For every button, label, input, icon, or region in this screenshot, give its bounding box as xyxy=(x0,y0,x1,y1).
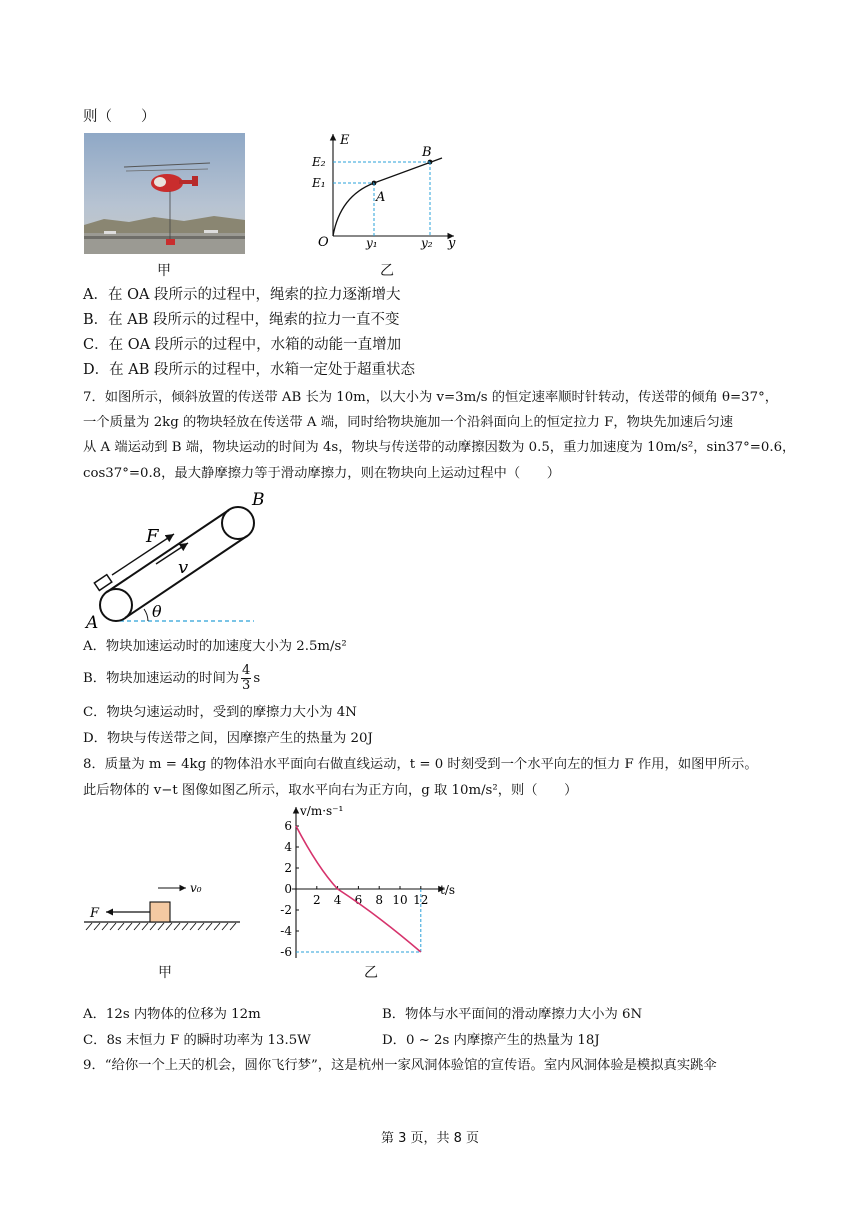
q7-stem-line-1: 7．如图所示，倾斜放置的传送带 AB 长为 10m，以大小为 v=3m/s 的恒定速率顺时针转动，传送带的倾角 θ=37°， xyxy=(83,390,779,405)
q9-stem: 9．“给你一个上天的机会，圆你飞行梦”，这是杭州一家风洞体验馆的宣传语。室内风洞体验是模拟真实跳伞 xyxy=(83,1058,717,1073)
vt-x-tick-label: 6 xyxy=(354,893,363,907)
q7-stem-line-4: cos37°=0.8，最大静摩擦力等于滑动摩擦力，则在物块向上运动过程中（ ） xyxy=(83,466,561,481)
q7-option-b-text: B．物块加速运动的时间为 xyxy=(83,671,240,686)
graph-point-b-label: B xyxy=(422,145,432,160)
initial-velocity-label: v₀ xyxy=(190,881,202,895)
vt-x-tick-label: 8 xyxy=(375,893,384,907)
vt-x-axis-label: t/s xyxy=(440,883,456,897)
conveyor-end-b-label: B xyxy=(252,490,265,510)
graph-x-axis-label: y xyxy=(448,236,456,251)
force-f-label: F xyxy=(146,526,159,547)
vt-y-tick-label: 2 xyxy=(284,861,292,875)
q7-stem-line-3: 从 A 端运动到 B 端，物块运动的时间为 4s，物块与传送带的动摩擦因数为 0.5，重力加速度为 10m/s²，sin37°=0.6， xyxy=(83,440,796,455)
graph-y-axis-label: E xyxy=(340,133,350,148)
q8-fig-jia-caption: 甲 xyxy=(158,965,172,981)
graph-e2-label: E₂ xyxy=(312,155,326,169)
graph-e1-label: E₁ xyxy=(312,176,326,190)
q7-option-d: D．物块与传送带之间，因摩擦产生的热量为 20J xyxy=(83,731,373,746)
fig-yi-caption: 乙 xyxy=(380,263,394,279)
angle-theta-label: θ xyxy=(152,602,162,621)
vt-x-tick-label: 2 xyxy=(312,893,321,907)
q7-option-b-unit: s xyxy=(253,671,261,686)
vt-x-tick-label: 12 xyxy=(413,893,429,907)
q6-option-d: D．在 AB 段所示的过程中，水箱一定处于超重状态 xyxy=(83,362,415,378)
vt-graph xyxy=(274,801,464,961)
q8-fig-yi-caption: 乙 xyxy=(364,965,378,981)
q6-option-c: C．在 OA 段所示的过程中，水箱的动能一直增加 xyxy=(83,337,402,353)
q7-option-c: C．物块匀速运动时，受到的摩擦力大小为 4N xyxy=(83,705,357,720)
vt-y-tick-label: 0 xyxy=(284,882,292,896)
q8-option-a: A．12s 内物体的位移为 12m xyxy=(83,1007,261,1022)
block-on-ground-figure xyxy=(82,876,242,936)
q7-option-a: A．物块加速运动时的加速度大小为 2.5m/s² xyxy=(83,639,347,654)
q6-option-b: B．在 AB 段所示的过程中，绳索的拉力一直不变 xyxy=(83,312,400,328)
vt-x-tick-label: 10 xyxy=(392,893,408,907)
velocity-v-label: v xyxy=(178,557,189,578)
vt-y-tick-label: -6 xyxy=(280,945,292,959)
q7-stem-line-2: 一个质量为 2kg 的物块轻放在传送带 A 端，同时给物块施加一个沿斜面向上的恒定拉力 F，物块先加速后匀速 xyxy=(83,415,734,430)
conveyor-end-a-label: A xyxy=(86,613,99,629)
fig-jia-caption: 甲 xyxy=(157,263,171,279)
fraction-numerator: 4 xyxy=(242,663,251,678)
vt-x-tick-label: 4 xyxy=(333,893,342,907)
q8-stem-line-2: 此后物体的 v−t 图像如图乙所示，取水平向右为正方向，g 取 10m/s²，则（ ） xyxy=(83,783,578,798)
graph-origin-label: O xyxy=(318,235,329,250)
graph-y1-label: y₁ xyxy=(366,236,378,250)
q7-option-b xyxy=(83,660,260,698)
fraction-denominator: 3 xyxy=(242,678,251,693)
energy-height-graph xyxy=(308,128,468,254)
q8-option-b: B．物体与水平面间的滑动摩擦力大小为 6N xyxy=(382,1007,643,1022)
graph-point-a-label: A xyxy=(376,190,386,205)
q8-option-c: C．8s 末恒力 F 的瞬时功率为 13.5W xyxy=(83,1033,311,1048)
page-footer: 第 3 页，共 8 页 xyxy=(380,1131,480,1146)
vt-y-tick-label: 4 xyxy=(284,840,292,854)
q8-option-d: D．0 ~ 2s 内摩擦产生的热量为 18J xyxy=(382,1033,600,1048)
q6-option-a: A．在 OA 段所示的过程中，绳索的拉力逐渐增大 xyxy=(83,287,401,303)
conveyor-figure xyxy=(84,487,274,629)
vt-y-tick-label: -2 xyxy=(280,903,292,917)
q8-stem-line-1: 8．质量为 m = 4kg 的物体沿水平面向右做直线运动，t = 0 时刻受到一个水平向左的恒力 F 作用，如图甲所示。 xyxy=(83,757,758,772)
fraction-4-3 xyxy=(241,664,251,693)
vt-y-axis-label: v/m·s⁻¹ xyxy=(300,804,344,818)
vt-y-tick-label: 6 xyxy=(284,819,292,833)
q6-stem-tail: 则（ ） xyxy=(83,109,156,125)
vt-y-tick-label: -4 xyxy=(280,924,292,938)
graph-y2-label: y₂ xyxy=(421,236,433,250)
force-f-left-label: F xyxy=(90,906,100,921)
helicopter-photo xyxy=(84,133,245,254)
